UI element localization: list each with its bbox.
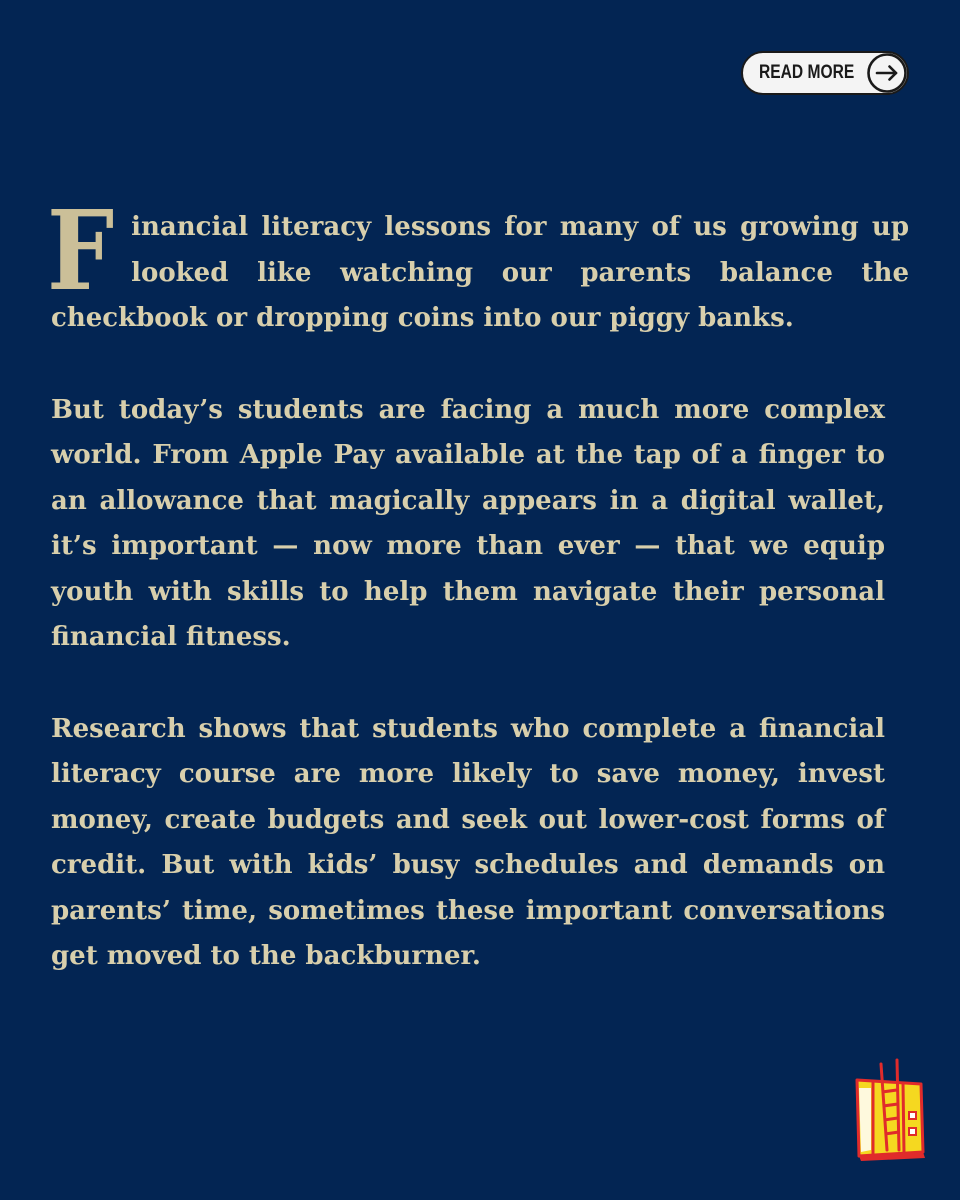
- arrow-right-circle-icon: [865, 51, 909, 95]
- paragraph-research: Research shows that students who complete a financial literacy course are more likely to save money, invest money, create budgets and seek out lower-cost forms of credit. But with kids’ busy schedules and demands on parents’ time, sometimes these important conversations get moved to the backburner.: [51, 713, 885, 971]
- ladder-logo-icon: [851, 1058, 927, 1162]
- drop-cap: F: [47, 186, 115, 315]
- paragraph-complex-world: But today’s students are facing a much more complex world. From Apple Pay available at the tap of a finger to an allowance that magically appears in a digital wallet, it’s important — now more than ever — that we equip youth with skills to help them navigate their personal financial fitness.: [51, 394, 885, 652]
- read-more-label: READ MORE: [759, 62, 855, 83]
- read-more-button[interactable]: [741, 51, 909, 95]
- paragraph-intro: [47, 186, 909, 342]
- article-body: [47, 186, 909, 980]
- paragraph-intro-text: inancial literacy lessons for many of us growing up looked like watching our parents balance the checkbook or dropping coins into our piggy banks.: [51, 212, 909, 333]
